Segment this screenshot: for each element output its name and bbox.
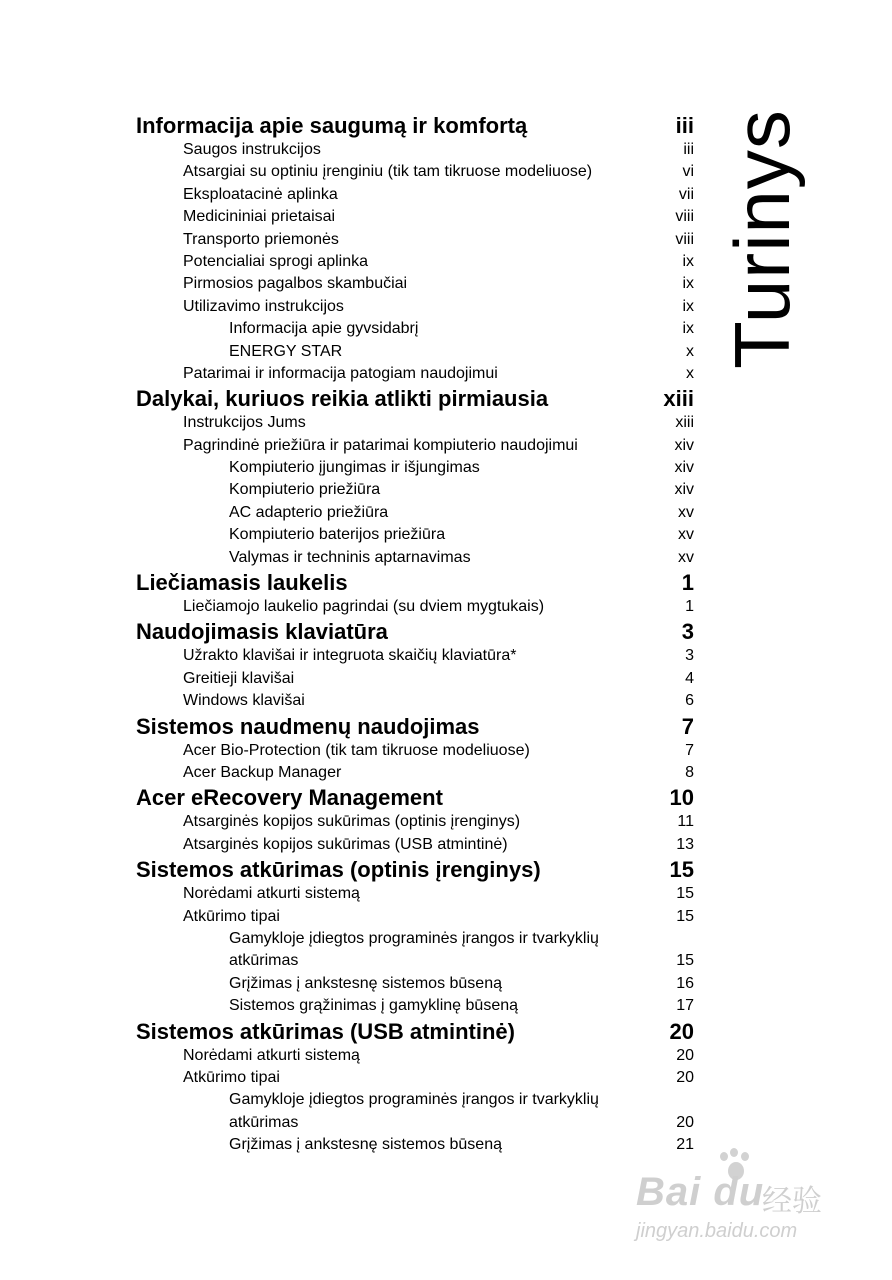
toc-entry-title: Sistemos atkūrimas (USB atmintinė) [136, 1018, 515, 1044]
toc-section [136, 296, 694, 318]
toc-entry-page: viii [675, 208, 694, 226]
toc-entry-page: ix [682, 275, 694, 293]
toc-entry-page: 1 [685, 598, 694, 616]
toc-entry-title: Valymas ir techninis aptarnavimas [229, 548, 471, 566]
toc-section [136, 906, 694, 928]
toc-entry-page: 20 [669, 1018, 694, 1044]
toc-chapter [136, 569, 694, 596]
toc-entry-title: Naudojimasis klaviatūra [136, 619, 388, 645]
toc-section [136, 435, 694, 457]
toc-entry-title: Kompiuterio įjungimas ir išjungimas [229, 459, 480, 477]
toc-entry-page: ix [682, 320, 694, 338]
toc-entry-title: Utilizavimo instrukcijos [183, 297, 344, 315]
toc-entry-title: Windows klavišai [183, 692, 305, 710]
toc-entry-title: Acer eRecovery Management [136, 785, 443, 811]
toc-entry-page: xv [678, 548, 694, 566]
toc-chapter [136, 385, 694, 412]
toc-entry-page: 10 [669, 785, 694, 811]
toc-entry-page: xiv [674, 459, 694, 477]
toc-entry-page: xiii [663, 386, 694, 412]
toc-entry-page: vii [678, 185, 694, 203]
toc-section [136, 1045, 694, 1067]
toc-entry-page: ix [682, 252, 694, 270]
toc-entry-page: 15 [676, 907, 694, 925]
toc-chapter [136, 856, 694, 883]
toc-entry-title: AC adapterio priežiūra [229, 503, 389, 521]
toc-section [136, 184, 694, 206]
toc-entry-title: Atkūrimo tipai [183, 1068, 280, 1086]
toc-section [136, 206, 694, 228]
toc-entry-title: Kompiuterio baterijos priežiūra [229, 526, 446, 544]
toc-entry-page: 6 [685, 692, 694, 710]
toc-entry-page: 20 [676, 1046, 694, 1064]
toc-entry-title: Atsargiai su optiniu įrenginiu (tik tam tikruose modeliuose) [183, 163, 593, 181]
toc-chapter [136, 1018, 694, 1045]
toc-entry-title: Saugos instrukcijos [183, 141, 321, 158]
toc-entry-title: Greitieji klavišai [183, 669, 295, 687]
toc-section [136, 251, 694, 273]
toc-entry-page: xv [678, 526, 694, 544]
toc-entry-title: Liečiamasis laukelis [136, 570, 348, 596]
toc-section [136, 668, 694, 690]
toc-section [136, 412, 694, 434]
toc-entry-title: Eksploatacinė aplinka [183, 185, 338, 203]
toc-entry-page: 7 [685, 741, 694, 759]
toc-entry-page: 13 [676, 835, 694, 853]
toc-section [136, 161, 694, 183]
toc-entry-page: 20 [676, 1068, 694, 1086]
watermark-url: jingyan.baidu.com [636, 1220, 798, 1242]
toc-chapter [136, 784, 694, 811]
toc-entry-page: 20 [676, 1113, 694, 1131]
toc-entry-title: Sistemos atkūrimas (optinis įrenginys) [136, 857, 541, 883]
toc-section [136, 690, 694, 712]
toc-entry-title: Atsarginės kopijos sukūrimas (optinis įrenginys) [183, 813, 521, 831]
toc-entry-page: xiii [675, 414, 694, 432]
toc-section [136, 1067, 694, 1089]
toc-entry-page: 4 [685, 669, 694, 687]
watermark [636, 1148, 856, 1258]
toc-entry-title: Acer Bio-Protection (tik tam tikruose modeliuose) [183, 741, 530, 759]
toc-entry-title: Sistemos naudmenų naudojimas [136, 713, 480, 739]
toc-entry-title: Atsarginės kopijos sukūrimas (USB atmintinė) [183, 835, 508, 853]
toc-entry-title: Pirmosios pagalbos skambučiai [183, 275, 408, 293]
toc-entry-page: 15 [676, 952, 694, 970]
toc-section [136, 811, 694, 833]
toc-entry-title: Norėdami atkurti sistemą [183, 1046, 360, 1064]
toc-entry-page: 1 [681, 570, 694, 596]
toc-subsection [136, 341, 694, 363]
toc-entry-title: Patarimai ir informacija patogiam naudojimui [183, 364, 498, 382]
toc-entry-page: 21 [676, 1136, 694, 1154]
toc-entry-title: Informacija apie saugumą ir komfortą [136, 113, 528, 138]
toc-entry-title: Sistemos grąžinimas į gamyklinę būseną [229, 997, 519, 1015]
toc-entry-page: xiv [674, 436, 694, 454]
toc-entry-title: Grįžimas į ankstesnę sistemos būseną [229, 1136, 502, 1154]
toc-section [136, 139, 694, 161]
toc-subsection [136, 502, 694, 524]
toc-entry-page: iii [675, 113, 694, 138]
toc-entry-title: Gamykloje įdiegtos programinės įrangos ir tvarkyklių atkūrimas [229, 1091, 599, 1131]
toc-entry-title: Užrakto klavišai ir integruota skaičių klaviatūra* [183, 647, 517, 665]
toc-entry-page: 3 [681, 619, 694, 645]
toc-entry-title: ENERGY STAR [229, 342, 343, 360]
toc-subsection [136, 1089, 694, 1134]
toc-entry-page: 15 [676, 885, 694, 903]
toc-entry-page: 15 [669, 857, 694, 883]
toc-section [136, 740, 694, 762]
toc-entry-page: viii [675, 230, 694, 248]
toc-entry-title: Transporto priemonės [183, 230, 339, 248]
toc-entry-title: Acer Backup Manager [183, 763, 342, 781]
toc-section [136, 273, 694, 295]
toc-subsection [136, 457, 694, 479]
toc-subsection [136, 928, 694, 973]
toc-entry-page: 7 [681, 713, 694, 739]
toc-subsection [136, 547, 694, 569]
toc-entry-title: Dalykai, kuriuos reikia atlikti pirmiausia [136, 386, 549, 412]
toc-chapter [136, 713, 694, 740]
toc-entry-title: Instrukcijos Jums [183, 414, 306, 432]
toc-entry-page: xv [678, 503, 694, 521]
table-of-contents [136, 112, 694, 1156]
toc-section [136, 229, 694, 251]
toc-entry-title: Potencialiai sprogi aplinka [183, 252, 368, 270]
toc-subsection [136, 479, 694, 501]
toc-subsection [136, 995, 694, 1017]
toc-entry-title: Grįžimas į ankstesnę sistemos būseną [229, 974, 502, 992]
toc-section [136, 363, 694, 385]
toc-entry-page: xiv [674, 481, 694, 499]
toc-entry-title: Medicininiai prietaisai [183, 208, 336, 226]
toc-section [136, 596, 694, 618]
toc-entry-title: Informacija apie gyvsidabrį [229, 320, 419, 338]
toc-entry-title: Norėdami atkurti sistemą [183, 885, 360, 903]
toc-chapter [136, 112, 694, 139]
watermark-logo: Bai du [636, 1170, 765, 1214]
toc-subsection [136, 524, 694, 546]
toc-entry-page: x [686, 364, 694, 382]
toc-entry-title: Liečiamojo laukelio pagrindai (su dviem mygtukais) [183, 598, 545, 616]
toc-chapter [136, 618, 694, 645]
toc-entry-title: Kompiuterio priežiūra [229, 481, 381, 499]
toc-entry-page: 11 [677, 813, 694, 831]
toc-entry-page: 8 [685, 763, 694, 781]
toc-subsection [136, 1134, 694, 1156]
toc-subsection [136, 318, 694, 340]
toc-entry-page: 17 [676, 997, 694, 1015]
toc-section [136, 834, 694, 856]
toc-section [136, 883, 694, 905]
toc-entry-page: 16 [676, 974, 694, 992]
toc-entry-title: Gamykloje įdiegtos programinės įrangos ir tvarkyklių atkūrimas [229, 929, 599, 970]
toc-entry-page: vi [682, 163, 694, 181]
toc-subsection [136, 973, 694, 995]
toc-entry-page: ix [682, 297, 694, 315]
watermark-sub: 经验 [762, 1185, 822, 1218]
toc-entry-page: iii [683, 141, 694, 158]
toc-entry-page: 3 [685, 647, 694, 665]
side-title-text: Turinys [718, 109, 806, 369]
toc-section [136, 645, 694, 667]
toc-entry-title: Atkūrimo tipai [183, 907, 280, 925]
toc-entry-page: x [686, 342, 694, 360]
side-title [718, 104, 806, 374]
toc-entry-title: Pagrindinė priežiūra ir patarimai kompiuterio naudojimui [183, 436, 578, 454]
toc-section [136, 762, 694, 784]
